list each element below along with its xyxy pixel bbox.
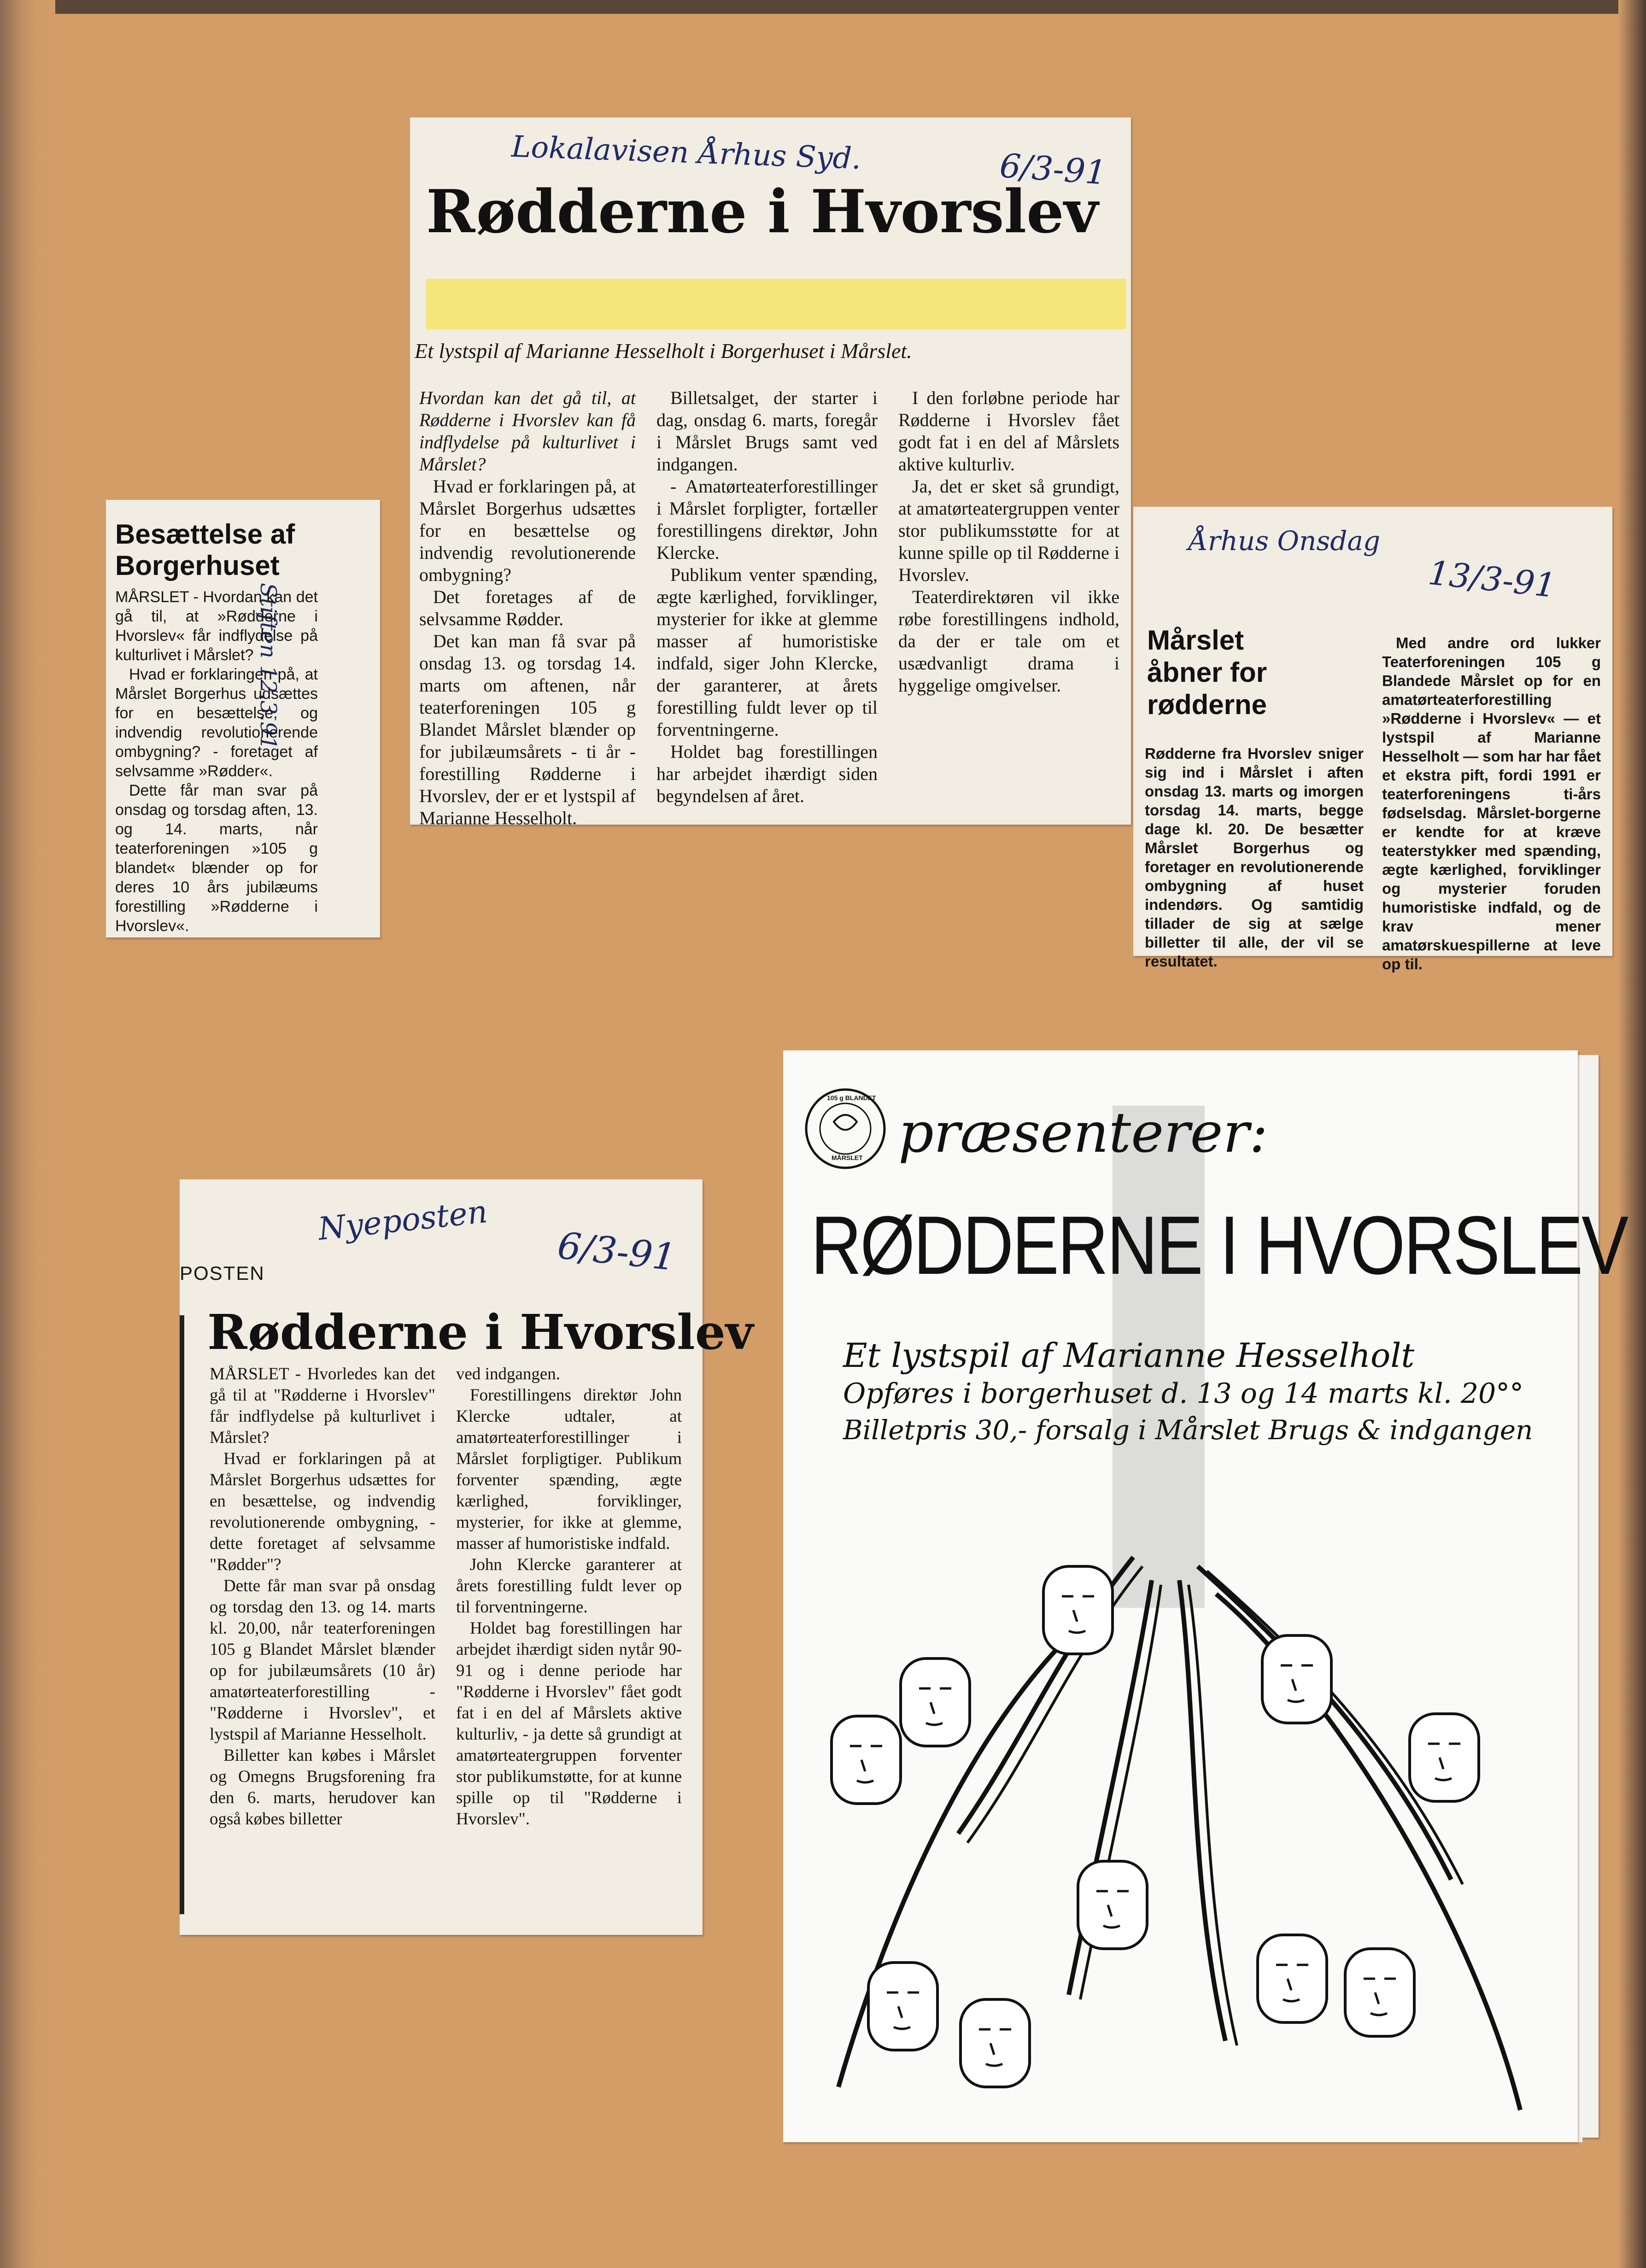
article-paragraph: MÅRSLET - Hvorledes kan det gå til at "Rødderne i Hvorslev" får indflydelse på kulturlivet i Mårslet? — [210, 1365, 435, 1447]
highlight-bar — [426, 279, 1126, 329]
article-paragraph: MÅRSLET - Hvordan kan det gå til, at »Rødderne i Hvorslev« får indflydelse på kulturlivet i Mårslet? — [115, 588, 318, 664]
clipping-headline-line-2: Borgerhuset — [115, 550, 280, 581]
article-column-2 — [1382, 633, 1601, 973]
article-paragraph: John Klercke garanterer at årets forestilling fuldt lever op til forventningerne. — [456, 1555, 682, 1617]
page-top-edge — [0, 0, 1646, 14]
article-column-1 — [210, 1364, 435, 1830]
article-paragraph: - Amatørteaterforestillinger i Mårslet forpligter, fortæller forestillingens direktør, John Klercke. — [656, 476, 878, 563]
article-paragraph: Ja, det er sket så grundigt, at amatørteatergruppen venter stor publikumsstøtte for at kunne spille op til Rødderne i Hvorslev. — [898, 476, 1119, 585]
root-face-icon — [1078, 1861, 1147, 1949]
root-face-icon — [1258, 1935, 1327, 2022]
clipping-headline-line-1: Besættelse af — [115, 519, 295, 550]
logo-top-text: 105 g BLANDET — [827, 1094, 876, 1102]
root-face-icon — [832, 1716, 901, 1804]
article-paragraph: Dette får man svar på onsdag og torsdag aften, 13. og 14. marts, når teaterforeningen »105 g blandet« blænder op for deres 10 års jubilæums forestilling »Rødderne i Hvorslev«. — [115, 782, 318, 935]
article-paragraph: Rødderne fra Hvorslev sniger sig ind i Mårslet i aften onsdag 13. marts og imorgen torsdag 14. marts, begge dage kl. 20. De besætter Mårslet Borgerhus og foretager en revolutionerende ombygning af huset indendørs. Og samtidig tillader de sig at sælge billetter til alle, der vil se resultatet. — [1145, 745, 1364, 970]
article-paragraph: Hvad er forklaringen på, at Mårslet Borgerhus udsættes for en besættelse og indvendig revolutionerende ombygning? — [419, 476, 636, 585]
newspaper-masthead: POSTEN — [180, 1262, 265, 1284]
article-paragraph: Forestillingens direktør John Klercke udtaler, at amatørteaterforestillinger i Mårslet forpligtiger. Publikum forventer spænding, ægte kærlighed, forviklinger, mysterier, for ikke at glemme, masser af humoristiske indfald. — [456, 1386, 682, 1553]
article-column-3 — [898, 387, 1119, 697]
clipping-source-handwriting: Nyeposten — [316, 1193, 490, 1248]
root-face-icon — [868, 1963, 937, 2050]
article-paragraph: ved indgangen. — [456, 1365, 561, 1383]
article-paragraph: Hvad er forklaringen på at Mårslet Borgerhus udsættes for en besættelse, og indvendig revolutionerende ombygning, - dette foretaget af selvsamme "Rødder"? — [210, 1449, 435, 1574]
clipping-stiften — [106, 500, 380, 938]
article-paragraph: Hvordan kan det gå til, at Rødderne i Hvorslev kan få indflydelse på kulturlivet i Mårslet? — [419, 387, 636, 475]
article-paragraph: Det kan man få svar på onsdag 13. og torsdag 14. marts om aftenen, når teaterforeningen 105 g Blandet Mårslet blænder op for jubilæumsårets - ti år - forestilling Rødderne i Hvorslev, der er et lystspil af Marianne Hesselholt. — [419, 631, 636, 828]
article-paragraph: Dette får man svar på onsdag og torsdag den 13. og 14. marts kl. 20,00, når teaterforeningen 105 g Blandet Mårslet blænder op for jubilæumsårets (10 år) amatørteaterforestilling - "Rødderne i Hvorslev", et lystspil af Marianne Hesselholt. — [210, 1576, 435, 1744]
article-column-2 — [656, 387, 878, 807]
poster-line-author: Et lystspil af Marianne Hesselholt — [843, 1336, 1415, 1375]
article-paragraph: Teaterdirektøren vil ikke røbe forestillingens indhold, da der er tale om et usædvanligt drama i hyggelige omgivelser. — [898, 586, 1119, 696]
clipping-headline-line-2: åbner for — [1147, 657, 1267, 688]
root-face-icon — [1043, 1566, 1113, 1654]
root-face-icon — [1262, 1635, 1331, 1723]
clipping-headline-line-1: Mårslet — [1147, 625, 1244, 656]
headline-rule — [180, 1315, 184, 1914]
clipping-date-handwriting: 13/3-91 — [1426, 553, 1558, 605]
clipping-source-handwriting: Århus Onsdag — [1189, 525, 1381, 557]
clipping-source-handwriting: Lokalavisen Århus Syd. — [510, 129, 862, 176]
root-face-icon — [1345, 1949, 1414, 2036]
article-body — [115, 587, 318, 936]
clipping-headline: Rødderne i Hvorslev — [207, 1304, 754, 1360]
article-paragraph: Hvad er forklaringen på, at Mårslet Borgerhus udsættes for en besættelse, og indvendig revolutionerende ombygning? - foretaget af selvsamme »Rødder«. — [115, 666, 318, 780]
clipping-date-handwriting: 6/3-91 — [555, 1224, 678, 1279]
root-face-icon — [1410, 1714, 1479, 1801]
clipping-lokalavisen — [410, 117, 1131, 828]
clipping-date-handwriting: 6/3-91 — [998, 146, 1108, 192]
logo-bottom-text: MÅRSLET — [832, 1154, 863, 1161]
article-paragraph: Det foretages af de selvsamme Rødder. — [419, 586, 636, 629]
poster-presents: præsenterer: — [898, 1101, 1268, 1165]
article-paragraph: Billetsalget, der starter i dag, onsdag 6. marts, foregår i Mårslet Brugs samt ved indgangen. — [656, 387, 878, 475]
theatre-poster — [783, 1050, 1627, 2142]
article-column-2 — [456, 1364, 682, 1830]
article-paragraph: Med andre ord lukker Teaterforeningen 105 g Blandede Mårslet op for en amatørteaterforestilling »Rødderne i Hvorslev« — et lystspil af Marianne Hesselholt — som har har fået et ekstra pift, fordi 1991 er teaterforeningens ti-års fødselsdag. Mårslet-borgerne er kendte for at kræve teaterstykker med spænding, ægte kærlighed, forviklinger og mysterier foruden humoristiske indfald, og de krav mener amatørskuespillerne at leve op til. — [1382, 634, 1601, 973]
clipping-headline-line-3: rødderne — [1147, 689, 1267, 720]
clipping-headline: Rødderne i Hvorslev — [426, 177, 1098, 246]
poster-line-dates: Opføres i borgerhuset d. 13 og 14 marts kl. 20°° — [843, 1377, 1524, 1410]
root-strands — [838, 1557, 1520, 2110]
clipping-aarhus-onsdag — [1133, 507, 1612, 973]
page-left-edge — [0, 0, 55, 2268]
article-column-1 — [1145, 744, 1364, 971]
page-right-edge — [1618, 0, 1646, 2268]
article-paragraph: Holdet bag forestillingen har arbejdet ihærdigt siden begyndelsen af året. — [656, 741, 878, 806]
clipping-nyeposten — [180, 1179, 754, 1935]
article-paragraph: Holdet bag forestillingen har arbejdet ihærdigt siden nytår 90-91 og i denne periode har "Rødderne i Hvorslev" fået godt fat i en del af Mårslets aktive kulturliv, - ja dette så grundigt at amatørteatergruppen forventer stor publikumstøtte, for at kunne spille op til "Rødderne i Hvorslev". — [456, 1619, 682, 1828]
article-paragraph: I den forløbne periode har Rødderne i Hvorslev fået godt fat i en del af Mårslets aktive kulturliv. — [898, 387, 1119, 475]
clipping-source-handwriting: Stiften 12.3.91 — [255, 583, 281, 750]
poster-title: RØDDERNE I HVORSLEV — [811, 1199, 1627, 1292]
root-face-icon — [901, 1659, 970, 1746]
clipping-subhead: Et lystspil af Marianne Hesselholt i Borgerhuset i Mårslet. — [415, 339, 912, 363]
article-paragraph: Publikum venter spænding, ægte kærlighed, forviklinger, mysterier for ikke at glemme masser af humoristiske indfald, siger John Klercke, der garanterer, at årets forestilling fuldt lever op til forventningerne. — [656, 564, 878, 740]
root-face-icon — [961, 1999, 1030, 2087]
article-paragraph: Billetter kan købes i Mårslet og Omegns Brugsforening fra den 6. marts, herudover kan også købes billetter — [210, 1746, 435, 1828]
poster-line-tickets: Billetpris 30,- forsalg i Mårslet Brugs & indgangen — [843, 1414, 1533, 1446]
article-column-1 — [419, 387, 636, 829]
